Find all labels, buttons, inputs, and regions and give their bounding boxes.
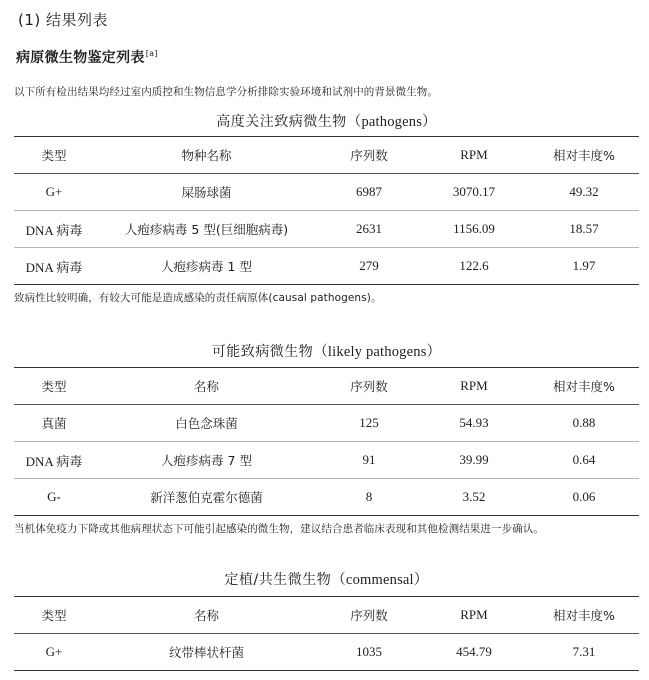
cell-reads: 279 bbox=[359, 258, 379, 273]
cell-rpm: 1156.09 bbox=[419, 211, 529, 248]
footnote-marker[interactable]: [a] bbox=[145, 49, 158, 58]
cell-type: G+ bbox=[14, 174, 94, 211]
section-title-cn: 可能致病微生物 bbox=[211, 344, 314, 360]
likely-pathogens-table bbox=[14, 367, 639, 516]
column-header-type: 类型 bbox=[14, 137, 94, 174]
pathogens-table bbox=[14, 136, 639, 285]
column-header-name: 名称 bbox=[94, 368, 319, 405]
cell-type: DNA 病毒 bbox=[25, 259, 83, 275]
column-header-name: 物种名称 bbox=[94, 137, 319, 174]
cell-species: 人疱疹病毒 7 型 bbox=[94, 442, 319, 479]
column-header-reads: 序列数 bbox=[319, 137, 419, 174]
cell-species: 屎肠球菌 bbox=[94, 174, 319, 211]
column-header-rpm: RPM bbox=[419, 597, 529, 634]
section-note: 当机体免疫力下降或其他病理状态下可能引起感染的微生物，建议结合患者临床表现和其他检测结果进一步确认。 bbox=[14, 523, 544, 535]
cell-type: 真菌 bbox=[14, 405, 94, 442]
cell-abundance: 18.57 bbox=[529, 211, 639, 248]
cell-abundance: 49.32 bbox=[529, 174, 639, 211]
list-heading bbox=[16, 47, 158, 67]
list-heading-text: 病原微生物鉴定列表 bbox=[16, 50, 145, 66]
section-title-cn: 定植/共生微生物 bbox=[224, 572, 332, 588]
cell-species: 纹带棒状杆菌 bbox=[168, 645, 244, 660]
cell-rpm: 54.93 bbox=[419, 405, 529, 442]
column-header-reads: 序列数 bbox=[319, 597, 419, 634]
section-title-en: （commensal） bbox=[331, 572, 429, 588]
likely-pathogens-section bbox=[14, 341, 639, 536]
cell-reads: 8 bbox=[365, 489, 373, 504]
cell-rpm: 39.99 bbox=[419, 442, 529, 479]
cell-rpm: 3070.17 bbox=[419, 174, 529, 211]
table-row bbox=[14, 174, 639, 211]
cell-type: DNA 病毒 bbox=[14, 211, 94, 248]
table-row bbox=[14, 248, 639, 285]
table-row bbox=[14, 405, 639, 442]
cell-species: 人疱疹病毒 1 型 bbox=[161, 259, 252, 274]
column-header-abundance: 相对丰度% bbox=[529, 368, 639, 405]
section-note: 致病性比较明确，有较大可能是造成感染的责任病原体(causal pathogens)。 bbox=[14, 292, 382, 304]
cell-abundance: 0.64 bbox=[529, 442, 639, 479]
section-title-en: （pathogens） bbox=[346, 114, 437, 130]
section-heading: (1) 结果列表 bbox=[18, 11, 109, 29]
table-row bbox=[14, 211, 639, 248]
column-header-type: 类型 bbox=[14, 368, 94, 405]
table-header-row bbox=[14, 597, 639, 634]
table-row bbox=[14, 479, 639, 516]
pathogens-section bbox=[14, 111, 639, 305]
section-title bbox=[14, 569, 639, 591]
cell-rpm: 454.79 bbox=[456, 644, 492, 659]
cell-species: 新洋葱伯克霍尔德菌 bbox=[150, 490, 263, 505]
cell-type: DNA 病毒 bbox=[14, 442, 94, 479]
cell-reads: 125 bbox=[319, 405, 419, 442]
cell-rpm: 3.52 bbox=[462, 489, 486, 504]
table-header-row bbox=[14, 368, 639, 405]
table-row bbox=[14, 442, 639, 479]
cell-type: G+ bbox=[45, 644, 63, 659]
column-header-name: 名称 bbox=[94, 597, 319, 634]
commensal-section bbox=[14, 569, 639, 671]
commensal-table bbox=[14, 596, 639, 671]
table-header-row bbox=[14, 137, 639, 174]
intro-text: 以下所有检出结果均经过室内质控和生物信息学分析排除实验环境和试剂中的背景微生物。 bbox=[14, 86, 438, 98]
cell-type: G- bbox=[47, 489, 61, 504]
cell-species: 人疱疹病毒 5 型(巨细胞病毒) bbox=[94, 211, 319, 248]
column-header-abundance: 相对丰度% bbox=[529, 137, 639, 174]
cell-abundance: 0.88 bbox=[529, 405, 639, 442]
cell-reads: 2631 bbox=[319, 211, 419, 248]
column-header-type: 类型 bbox=[14, 597, 94, 634]
cell-abundance: 1.97 bbox=[572, 258, 596, 273]
column-header-abundance: 相对丰度% bbox=[529, 597, 639, 634]
cell-reads: 91 bbox=[319, 442, 419, 479]
column-header-reads: 序列数 bbox=[319, 368, 419, 405]
cell-reads: 6987 bbox=[319, 174, 419, 211]
section-title-en: （likely pathogens） bbox=[313, 344, 442, 360]
cell-rpm: 122.6 bbox=[459, 258, 489, 273]
column-header-rpm: RPM bbox=[419, 368, 529, 405]
cell-abundance: 7.31 bbox=[572, 644, 596, 659]
section-title bbox=[14, 341, 639, 363]
column-header-rpm: RPM bbox=[419, 137, 529, 174]
table-row bbox=[14, 634, 639, 671]
cell-abundance: 0.06 bbox=[572, 489, 596, 504]
section-title bbox=[14, 111, 639, 133]
cell-species: 白色念珠菌 bbox=[94, 405, 319, 442]
cell-reads: 1035 bbox=[356, 644, 382, 659]
section-title-cn: 高度关注致病微生物 bbox=[216, 114, 347, 130]
